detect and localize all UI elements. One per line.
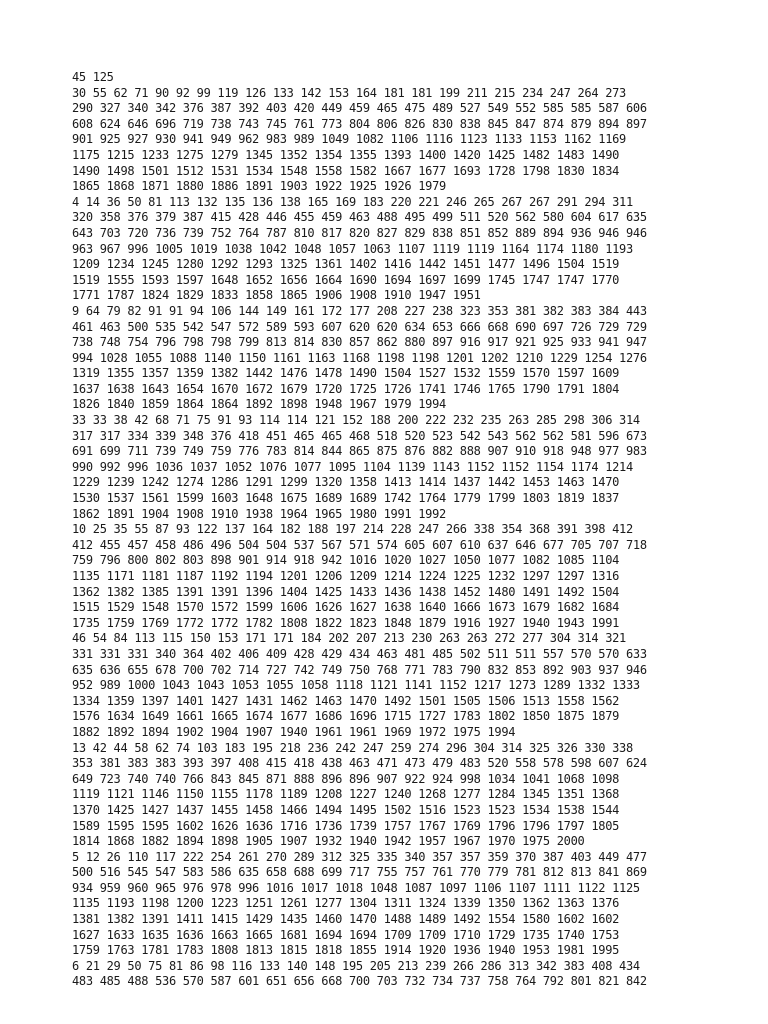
number-line: 990 992 996 1036 1037 1052 1076 1077 1095 1104 1139 1143 1152 1152 1154 1174 1214 xyxy=(72,459,633,474)
number-line: 635 636 655 678 700 702 714 727 742 749 750 768 771 783 790 832 853 892 903 937 946 xyxy=(72,662,647,677)
number-line: 934 959 960 965 976 978 996 1016 1017 1018 1048 1087 1097 1106 1107 1111 1122 1125 xyxy=(72,880,640,895)
number-line: 1370 1425 1427 1437 1455 1458 1466 1494 1495 1502 1516 1523 1523 1534 1538 1544 xyxy=(72,802,620,817)
number-line: 649 723 740 740 766 843 845 871 888 896 896 907 922 924 998 1034 1041 1068 1098 xyxy=(72,771,620,786)
number-line: 738 748 754 796 798 798 799 813 814 830 857 862 880 897 916 917 921 925 933 941 947 xyxy=(72,335,647,350)
number-line: 45 125 xyxy=(72,70,114,84)
number-line: 1627 1633 1635 1636 1663 1665 1681 1694 1694 1709 1709 1710 1729 1735 1740 1753 xyxy=(72,927,620,942)
number-line: 1576 1634 1649 1661 1665 1674 1677 1686 1696 1715 1727 1783 1802 1850 1875 1879 xyxy=(72,709,620,724)
number-line: 1334 1359 1397 1401 1427 1431 1462 1463 1470 1492 1501 1505 1506 1513 1558 1562 xyxy=(72,693,620,708)
number-line: 1862 1891 1904 1908 1910 1938 1964 1965 1980 1991 1992 xyxy=(72,506,446,521)
number-line: 1362 1382 1385 1391 1391 1396 1404 1425 1433 1436 1438 1452 1480 1491 1492 1504 xyxy=(72,584,620,599)
number-line: 412 455 457 458 486 496 504 504 537 567 571 574 605 607 610 637 646 677 705 707 718 xyxy=(72,537,647,552)
document-body xyxy=(72,70,762,990)
number-line: 1814 1868 1882 1894 1898 1905 1907 1932 1940 1942 1957 1967 1970 1975 2000 xyxy=(72,834,585,849)
number-line: 1771 1787 1824 1829 1833 1858 1865 1906 1908 1910 1947 1951 xyxy=(72,288,481,303)
number-line: 33 33 38 42 68 71 75 91 93 114 114 121 152 188 200 222 232 235 263 285 298 306 314 xyxy=(72,413,640,428)
number-line: 1637 1638 1643 1654 1670 1672 1679 1720 1725 1726 1741 1746 1765 1790 1791 1804 xyxy=(72,381,620,396)
number-line: 1759 1763 1781 1783 1808 1813 1815 1818 1855 1914 1920 1936 1940 1953 1981 1995 xyxy=(72,943,620,958)
number-line: 4 14 36 50 81 113 132 135 136 138 165 169 183 220 221 246 265 267 267 291 294 311 xyxy=(72,194,633,209)
number-line: 5 12 26 110 117 222 254 261 270 289 312 325 335 340 357 357 359 370 387 403 449 477 xyxy=(72,849,647,864)
number-line: 1490 1498 1501 1512 1531 1534 1548 1558 1582 1667 1677 1693 1728 1798 1830 1834 xyxy=(72,163,620,178)
number-line: 1209 1234 1245 1280 1292 1293 1325 1361 1402 1416 1442 1451 1477 1496 1504 1519 xyxy=(72,257,620,272)
number-line: 13 42 44 58 62 74 103 183 195 218 236 242 247 259 274 296 304 314 325 326 330 338 xyxy=(72,740,633,755)
number-line: 1175 1215 1233 1275 1279 1345 1352 1354 1355 1393 1400 1420 1425 1482 1483 1490 xyxy=(72,147,620,162)
number-line: 1229 1239 1242 1274 1286 1291 1299 1320 1358 1413 1414 1437 1442 1453 1463 1470 xyxy=(72,475,620,490)
number-line: 461 463 500 535 542 547 572 589 593 607 620 620 634 653 666 668 690 697 726 729 729 xyxy=(72,319,647,334)
number-line: 320 358 376 379 387 415 428 446 455 459 463 488 495 499 511 520 562 580 604 617 635 xyxy=(72,210,647,225)
number-line: 608 624 646 696 719 738 743 745 761 773 804 806 826 830 838 845 847 874 879 894 897 xyxy=(72,116,647,131)
number-line: 643 703 720 736 739 752 764 787 810 817 820 827 829 838 851 852 889 894 936 946 946 xyxy=(72,225,647,240)
number-line: 1589 1595 1595 1602 1626 1636 1716 1736 1739 1757 1767 1769 1796 1796 1797 1805 xyxy=(72,818,620,833)
number-line: 1735 1759 1769 1772 1772 1782 1808 1822 1823 1848 1879 1916 1927 1940 1943 1991 xyxy=(72,615,620,630)
number-line: 46 54 84 113 115 150 153 171 171 184 202 207 213 230 263 263 272 277 304 314 321 xyxy=(72,631,626,646)
number-line: 1530 1537 1561 1599 1603 1648 1675 1689 1689 1742 1764 1779 1799 1803 1819 1837 xyxy=(72,491,620,506)
number-line: 1519 1555 1593 1597 1648 1652 1656 1664 1690 1694 1697 1699 1745 1747 1747 1770 xyxy=(72,272,620,287)
number-line: 1135 1193 1198 1200 1223 1251 1261 1277 1304 1311 1324 1339 1350 1362 1363 1376 xyxy=(72,896,620,911)
number-line: 1319 1355 1357 1359 1382 1442 1476 1478 1490 1504 1527 1532 1559 1570 1597 1609 xyxy=(72,366,620,381)
number-line: 1515 1529 1548 1570 1572 1599 1606 1626 1627 1638 1640 1666 1673 1679 1682 1684 xyxy=(72,600,620,615)
number-line: 317 317 334 339 348 376 418 451 465 465 468 518 520 523 542 543 562 562 581 596 673 xyxy=(72,428,647,443)
number-line: 1865 1868 1871 1880 1886 1891 1903 1922 1925 1926 1979 xyxy=(72,179,446,194)
number-line: 1882 1892 1894 1902 1904 1907 1940 1961 1961 1969 1972 1975 1994 xyxy=(72,724,516,739)
number-line: 290 327 340 342 376 387 392 403 420 449 459 465 475 489 527 549 552 585 585 587 606 xyxy=(72,101,647,116)
number-line: 1135 1171 1181 1187 1192 1194 1201 1206 1209 1214 1224 1225 1232 1297 1297 1316 xyxy=(72,569,620,583)
number-line: 901 925 927 930 941 949 962 983 989 1049 1082 1106 1116 1123 1133 1153 1162 1169 xyxy=(72,132,626,147)
number-line: 9 64 79 82 91 91 94 106 144 149 161 172 177 208 227 238 323 353 381 382 383 384 443 xyxy=(72,303,647,318)
number-line: 952 989 1000 1043 1043 1053 1055 1058 1118 1121 1141 1152 1217 1273 1289 1332 1333 xyxy=(72,678,640,693)
number-line: 30 55 62 71 90 92 99 119 126 133 142 153 164 181 181 199 211 215 234 247 264 273 xyxy=(72,85,626,100)
number-line: 500 516 545 547 583 586 635 658 688 699 717 755 757 761 770 779 781 812 813 841 869 xyxy=(72,865,647,880)
number-line: 1381 1382 1391 1411 1415 1429 1435 1460 1470 1488 1489 1492 1554 1580 1602 1602 xyxy=(72,912,620,927)
number-line: 1826 1840 1859 1864 1864 1892 1898 1948 1967 1979 1994 xyxy=(72,397,446,412)
number-line: 6 21 29 50 75 81 86 98 116 133 140 148 195 205 213 239 266 286 313 342 383 408 434 xyxy=(72,958,640,973)
number-line: 483 485 488 536 570 587 601 651 656 668 700 703 732 734 737 758 764 792 801 821 842 xyxy=(72,974,647,989)
number-line: 691 699 711 739 749 759 776 783 814 844 865 875 876 882 888 907 910 918 948 977 983 xyxy=(72,444,647,459)
number-line: 963 967 996 1005 1019 1038 1042 1048 1057 1063 1107 1119 1119 1164 1174 1180 1193 xyxy=(72,241,633,256)
number-line: 994 1028 1055 1088 1140 1150 1161 1163 1168 1198 1198 1201 1202 1210 1229 1254 1276 xyxy=(72,350,647,365)
number-line: 1119 1121 1146 1150 1155 1178 1189 1208 1227 1240 1268 1277 1284 1345 1351 1368 xyxy=(72,787,620,802)
number-line: 10 25 35 55 87 93 122 137 164 182 188 197 214 228 247 266 338 354 368 391 398 412 xyxy=(72,522,633,537)
number-line: 759 796 800 802 803 898 901 914 918 942 1016 1020 1027 1050 1077 1082 1085 1104 xyxy=(72,553,620,568)
number-line: 331 331 331 340 364 402 406 409 428 429 434 463 481 485 502 511 511 557 570 570 633 xyxy=(72,646,647,661)
number-line: 353 381 383 383 393 397 408 415 418 438 463 471 473 479 483 520 558 578 598 607 624 xyxy=(72,756,647,771)
